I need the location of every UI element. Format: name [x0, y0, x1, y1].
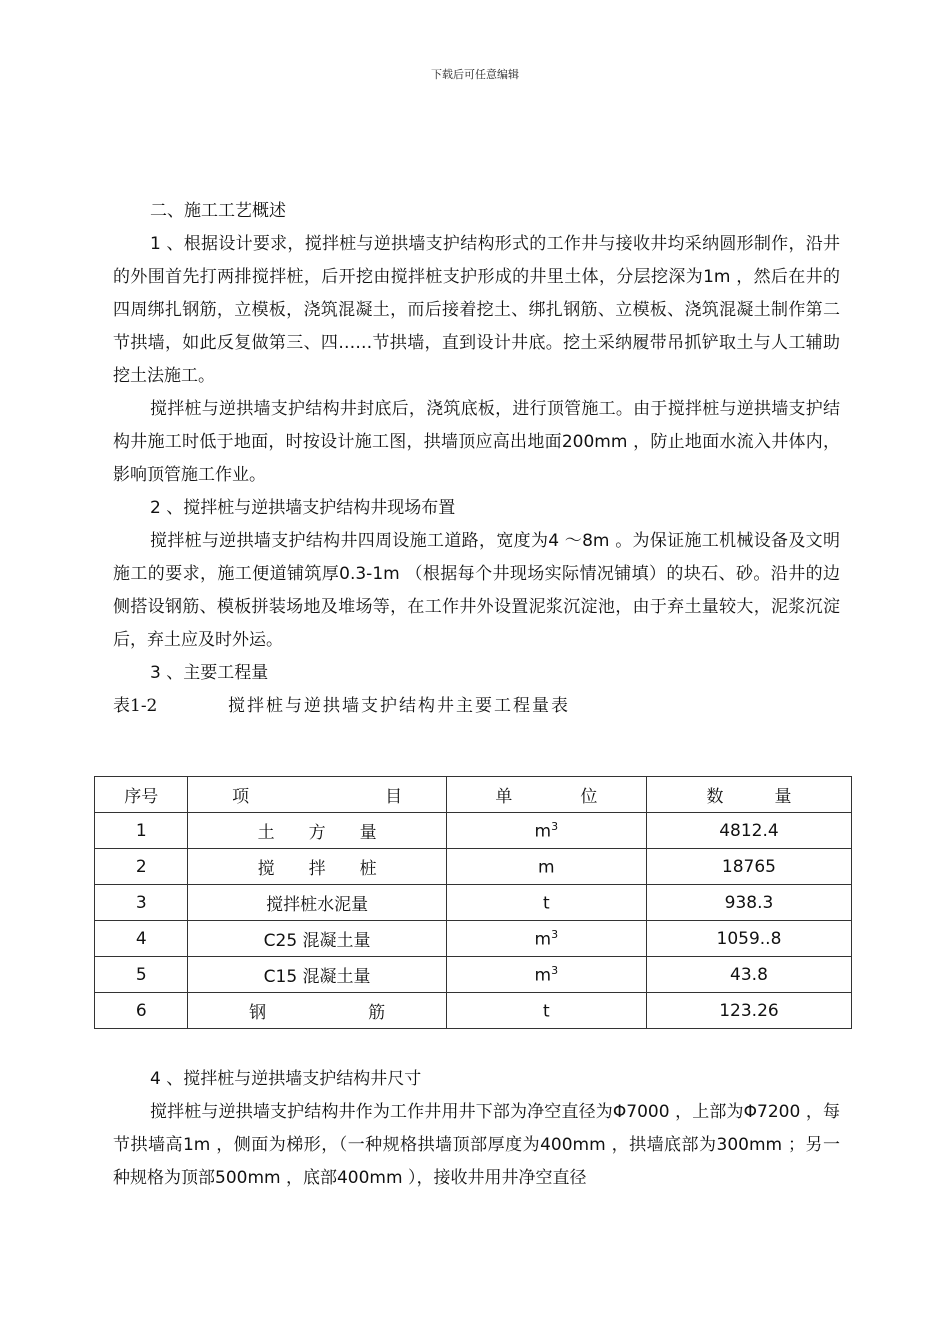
subsection-3-title: 3 、主要工程量 — [150, 663, 269, 683]
table-row — [95, 813, 852, 849]
cell-unit — [446, 849, 646, 885]
cell-unit — [446, 813, 646, 849]
unit-superscript: 3 — [551, 819, 559, 833]
page-header-note: 下载后可任意编辑 — [431, 68, 519, 81]
cell-unit — [446, 921, 646, 957]
quantities-table — [94, 776, 852, 1029]
cell-unit — [446, 885, 646, 921]
unit-text: t — [543, 893, 550, 914]
table-header-row — [95, 777, 852, 813]
cell-qty: 43.8 — [646, 957, 851, 993]
unit-text: m — [534, 965, 552, 986]
cell-no: 2 — [95, 849, 188, 885]
unit-text: m — [534, 821, 552, 842]
cell-item: C25 混凝土量 — [188, 921, 446, 957]
unit-superscript: 3 — [551, 963, 559, 977]
table-row — [95, 921, 852, 957]
cell-qty: 1059..8 — [646, 921, 851, 957]
cell-unit — [446, 993, 646, 1029]
table-row — [95, 957, 852, 993]
cell-no: 5 — [95, 957, 188, 993]
table-row — [95, 993, 852, 1029]
paragraph-3: 搅拌桩与逆拱墙支护结构井四周设施工道路，宽度为4 ～8m 。为保证施工机械设备及文明施工的要求，施工便道铺筑厚0.3-1m （根据每个井现场实际情况铺填）的块石、砂。沿井的边侧搭设钢筋、模板拼装场地及堆场等，在工作井外设置泥浆沉淀池，由于弃土量较大，泥浆沉淀后，弃土应及时外运。 — [113, 531, 840, 650]
cell-qty: 123.26 — [646, 993, 851, 1029]
cell-no: 3 — [95, 885, 188, 921]
cell-qty: 18765 — [646, 849, 851, 885]
table-label: 表1-2 — [113, 696, 158, 716]
unit-text: m — [538, 857, 555, 878]
cell-item: 搅拌桩水泥量 — [188, 885, 446, 921]
cell-qty: 4812.4 — [646, 813, 851, 849]
unit-text: m — [534, 929, 552, 950]
paragraph-1: 1 、根据设计要求，搅拌桩与逆拱墙支护结构形式的工作井与接收井均采纳圆形制作，沿井的外围首先打两排搅拌桩，后开挖由搅拌桩支护形成的井里土体，分层挖深为1m ，然后在井的四周绑扎钢筋，立模板，浇筑混凝土，而后接着挖土、绑扎钢筋、立模板、浇筑混凝土制作第二节拱墙，如此反复做第三、四……节拱墙，直到设计井底。挖土采纳履带吊抓铲取土与人工辅助挖土法施工。 — [113, 234, 840, 386]
paragraph-4: 搅拌桩与逆拱墙支护结构井作为工作井用井下部为净空直径为Φ7000 ，上部为Φ7200 ，每节拱墙高1m ，侧面为梯形，（一种规格拱墙顶部厚度为400mm ，拱墙底部为300mm ；另一种规格为顶部500mm ，底部400mm ），接收井用井净空直径 — [113, 1102, 840, 1188]
cell-item: C15 混凝土量 — [188, 957, 446, 993]
table-row — [95, 849, 852, 885]
header-unit: 单 位 — [446, 777, 646, 813]
subsection-4-title: 4 、搅拌桩与逆拱墙支护结构井尺寸 — [150, 1069, 422, 1089]
table-caption — [113, 690, 840, 726]
unit-superscript: 3 — [551, 927, 559, 941]
cell-item: 土 方 量 — [188, 813, 446, 849]
section-title: 二、施工工艺概述 — [150, 201, 286, 221]
section-content — [113, 195, 840, 726]
cell-no: 1 — [95, 813, 188, 849]
table-title: 搅拌桩与逆拱墙支护结构井主要工程量表 — [228, 696, 570, 716]
paragraph-2: 搅拌桩与逆拱墙支护结构井封底后，浇筑底板，进行顶管施工。由于搅拌桩与逆拱墙支护结构井施工时低于地面，时按设计施工图，拱墙顶应高出地面200mm ，防止地面水流入井体内，影响顶管施工作业。 — [113, 399, 840, 485]
header-item: 项 目 — [188, 777, 446, 813]
header-no: 序号 — [95, 777, 188, 813]
header-qty: 数 量 — [646, 777, 851, 813]
cell-item: 搅 拌 桩 — [188, 849, 446, 885]
table-row — [95, 885, 852, 921]
subsection-2-title: 2 、搅拌桩与逆拱墙支护结构井现场布置 — [150, 498, 456, 518]
cell-unit — [446, 957, 646, 993]
cell-no: 6 — [95, 993, 188, 1029]
section-4 — [113, 1063, 840, 1195]
cell-qty: 938.3 — [646, 885, 851, 921]
cell-item: 钢 筋 — [188, 993, 446, 1029]
cell-no: 4 — [95, 921, 188, 957]
unit-text: t — [543, 1001, 550, 1022]
